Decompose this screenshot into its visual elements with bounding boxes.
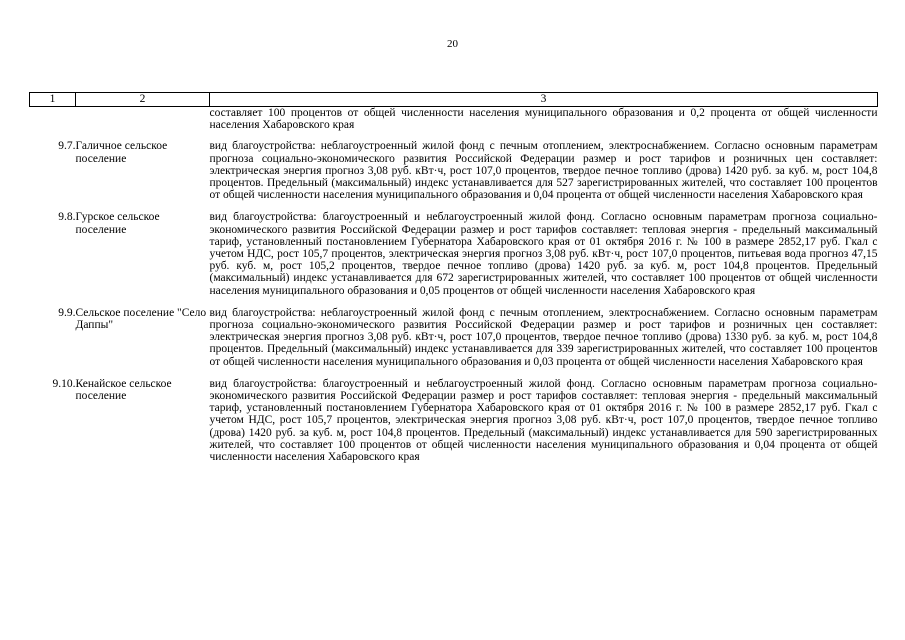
row-number: 9.10. bbox=[52, 377, 76, 390]
table-row-continuation bbox=[30, 107, 878, 132]
header-col-1: 1 bbox=[30, 93, 76, 107]
row-description: вид благоустройства: неблагоустроенный жилой фонд с печным отоплением, электроснабжением. Согласно основным параметрам прогноза социально-экономического развития Российской Федерации размер и рост тарифов и розничных цен составляет: электрическая энергия прогноз 3,08 руб. кВт·ч, рост 107,0 процентов, твердое печное топливо (дрова) 1420 руб. за куб. м, рост 104,8 процентов. Предельный (максимальный) индекс устанавливается для 527 зарегистрированных жителей, что составляет 100 процентов от общей численности населения муниципального образования и 0,04 процента от общей численности населения Хабаровского края bbox=[209, 140, 878, 202]
settlement-name: Кенайское сельское поселение bbox=[75, 377, 172, 403]
table-header bbox=[30, 93, 878, 107]
header-col-3: 3 bbox=[210, 93, 878, 107]
row-number: 9.7. bbox=[58, 140, 76, 153]
row-description: вид благоустройства: благоустроенный и неблагоустроенный жилой фонд. Согласно основным параметрам прогноза социально-экономического развития Российской Федерации размер и рост тарифов составляет: тепловая энергия - предельный максимальный тариф, установленный постановлением Губернатора Хабаровского края от 01 октября 2016 г. № 100 в размере 2852,17 руб. Гкал с учетом НДС, рост 105,7 процентов, электрическая энергия прогноз 3,08 руб. кВт·ч, рост 107,0 процентов, питьевая вода прогноз 47,15 руб. куб. м, рост 105,2 процентов, твердое печное топливо (дрова) 1420 руб. за куб. м, рост 104,8 процентов. Предельный (максимальный) индекс устанавливается для 672 зарегистрированных жителей, что составляет 100 процентов от общей численности населения муниципального образования и 0,05 процентов от общей численности населения Хабаровского края bbox=[209, 211, 878, 297]
page-number: 20 bbox=[447, 38, 458, 50]
settlement-name: Сельское поселение "Село Даппы" bbox=[75, 306, 207, 332]
row-number: 9.9. bbox=[58, 306, 76, 319]
continuation-text: составляет 100 процентов от общей численности населения муниципального образования и 0,2 процента от общей численности населения Хабаровского края bbox=[209, 107, 878, 132]
row-description: вид благоустройства: неблагоустроенный жилой фонд с печным отоплением, электроснабжением. Согласно основным параметрам прогноза социально-экономического развития Российской Федерации размер и рост тарифов и розничных цен составляет: электрическая энергия прогноз 3,08 руб. кВт·ч, рост 107,0 процентов, твердое печное топливо (дрова) 1330 руб. за куб. м, рост 104,8 процентов. Предельный (максимальный) индекс устанавливается для 339 зарегистрированных жителей, что составляет 100 процентов от общей численности населения муниципального образования и 0,03 процента от общей численности населения Хабаровского края bbox=[209, 306, 878, 368]
row-description: вид благоустройства: благоустроенный и неблагоустроенный жилой фонд. Согласно основным параметрам прогноза социально-экономического развития Российской Федерации размер и рост тарифов составляет: тепловая энергия - предельный максимальный тариф, установленный постановлением Губернатора Хабаровского края от 01 октября 2016 г. № 100 в размере 2852,17 руб. Гкал с учетом НДС, рост 105,7 процентов, электрическая энергия прогноз 3,08 руб. кВт·ч, рост 107,0 процентов, твердое печное топливо (дрова) 1420 руб. за куб. м, рост 104,8 процентов. Предельный (максимальный) индекс устанавливается для 590 зарегистрированных жителей, что составляет 100 процентов от общей численности населения муниципального образования и 0,04 процента от общей численности населения Хабаровского края bbox=[209, 377, 878, 464]
table-row bbox=[30, 201, 878, 296]
table-row bbox=[30, 131, 878, 201]
data-table bbox=[29, 92, 878, 463]
row-number: 9.8. bbox=[58, 211, 76, 224]
table-row bbox=[30, 297, 878, 368]
settlement-name: Галичное сельское поселение bbox=[75, 140, 168, 165]
header-col-2: 2 bbox=[76, 93, 210, 107]
table-row bbox=[30, 368, 878, 463]
settlement-name: Гурское сельское поселение bbox=[75, 211, 160, 236]
